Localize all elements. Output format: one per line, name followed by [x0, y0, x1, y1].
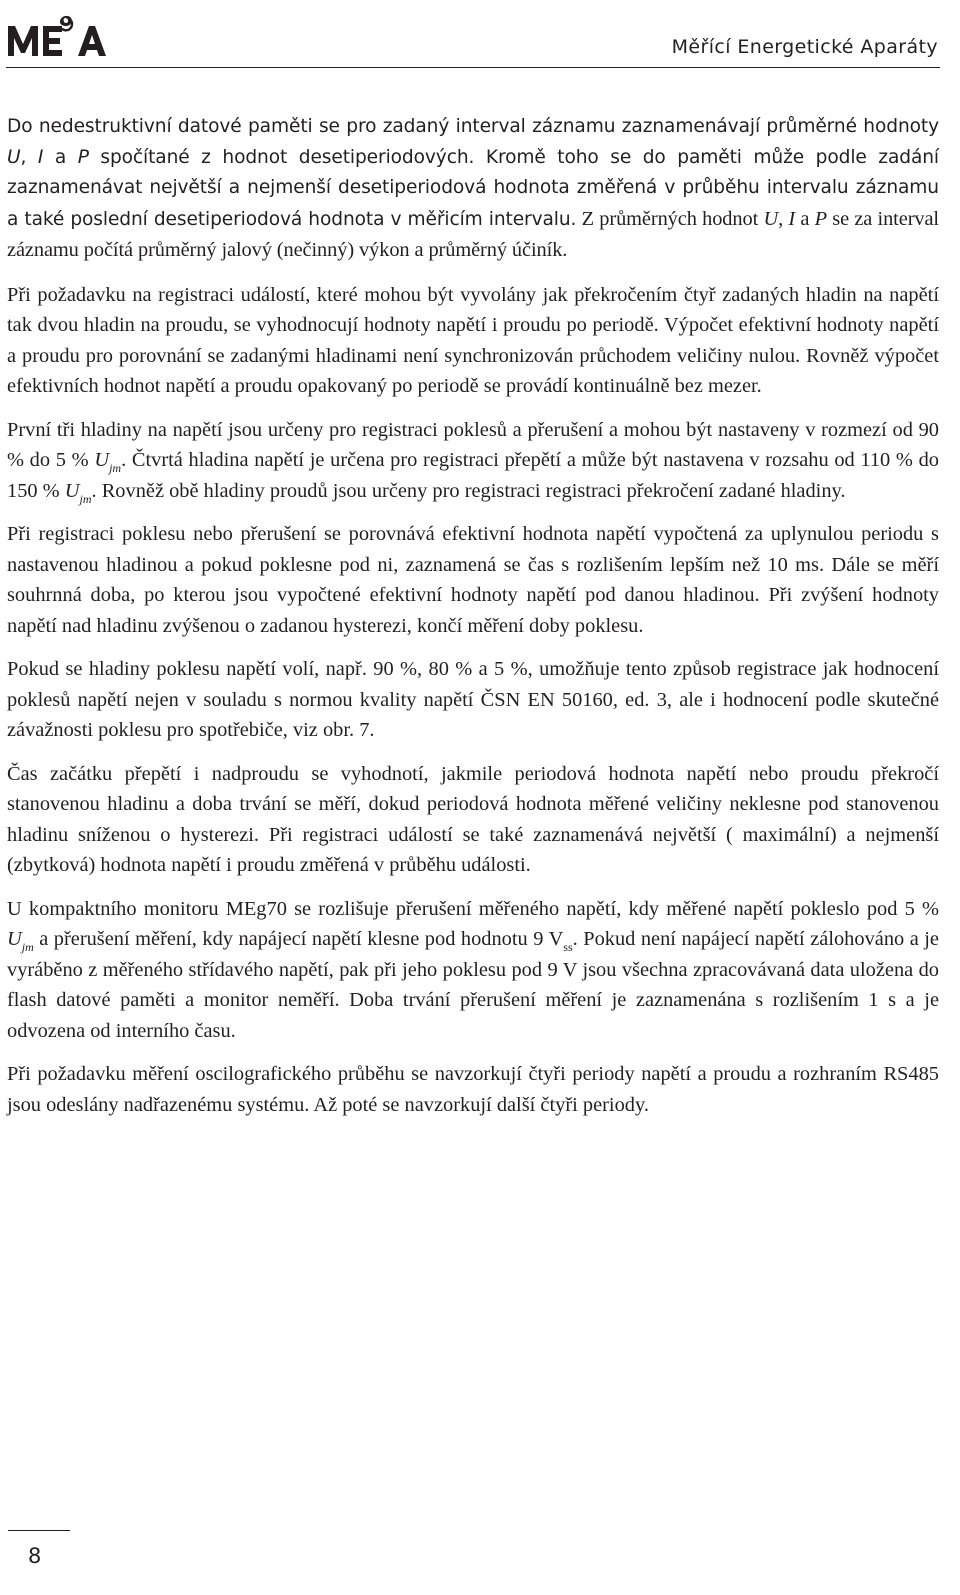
paragraph-oscillography: Při požadavku měření oscilografického průběhu se navzorkují čtyři periody napětí a proudu a rozhraním RS485 jsou odeslány nadřazenému systému. Až poté se navzorkují další čtyři periody.	[7, 1063, 939, 1116]
paragraph-overvoltage: Čas začátku přepětí i nadproudu se vyhodnotí, jakmile periodová hodnota napětí nebo proudu překročí stanovenou hladinu a doba trvání se měří, dokud periodová hodnota měřené veličiny neklesne pod stanovenou hladinu sníženou o hysterezi. Při registraci událostí se také zaznamenává největší ( maximální) a nejmenší (zbytková) hodnota napětí i proudu změřená v průběhu události.	[7, 762, 939, 876]
paragraph-event-registration: Při požadavku na registraci událostí, které mohou být vyvolány jak překročením čtyř zadaných hladin na napětí tak dvou hladin na proudu, se vyhodnocují hodnoty napětí i proudu po periodě. Výpočet efektivní hodnoty napětí a proudu pro porovnání se zadanými hladinami není synchronizován průchodem veličiny nulou. Rovněž výpočet efektivních hodnot napětí a proudu opakovaný po periodě se provádí kontinuálně bez mezer.	[7, 283, 939, 397]
page-header	[0, 0, 960, 70]
document-body	[7, 112, 939, 1133]
paragraph-data-memory: Do nedestruktivní datové paměti se pro zadaný interval záznamu zaznamenávají průměrné hodnoty U, I a P spočítané z hodnot desetiperiodových. Kromě toho se do paměti může podle zadání zaznamenávat největší a nejmenší desetiperiodová hodnota změřená v průběhu intervalu záznamu a také poslední desetiperiodová hodnota v měřicím intervalu. Z průměrných hodnot U, I a P se za interval záznamu počítá průměrný jalový (nečinný) výkon a průměrný účiník.	[7, 116, 940, 261]
brand-subtitle: Měřící Energetické Aparáty	[671, 36, 938, 58]
page-number: 8	[28, 1544, 42, 1568]
paragraph-dip-levels: Pokud se hladiny poklesu napětí volí, např. 90 %, 80 % a 5 %, umožňuje tento způsob registrace jak hodnocení poklesů napětí nejen v souladu s normou kvality napětí ČSN EN 50160, ed. 3, ale i hodnocení podle skutečné závažnosti poklesu pro spotřebiče, viz obr. 7.	[7, 658, 939, 741]
paragraph-meg70-interruption: U kompaktního monitoru MEg70 se rozlišuje přerušení měřeného napětí, kdy měřené napětí pokleslo pod 5 % $U_{jm}$ a přerušení měření, kdy napájecí napětí klesne pod hodnotu 9 $V_{ss}$. Pokud není napájecí napětí zálohováno a je vyráběno z měřeného střídavého napětí, pak při jeho poklesu pod 9 V jsou všechna zpracovávaná data uložena do flash datové paměti a monitor neměří. Doba trvání přerušení měření je zaznamenána s rozlišením 1 s a je odvozena od interního času.	[7, 897, 939, 1042]
header-divider	[6, 67, 940, 68]
paragraph-dip-registration: Při registraci poklesu nebo přerušení se porovnává efektivní hodnota napětí vypočtená za uplynulou periodu s nastavenou hladinou a pokud poklesne pod ni, zaznamená se čas s rozlišením lepším než 10 ms. Dále se měří souhrnná doba, po kterou jsou vypočtené efektivní hodnoty napětí pod danou hladinou. Při zvýšení hodnoty napětí nad hladinu zvýšenou o zadanou hysterezi, končí měření doby poklesu.	[7, 523, 939, 637]
footer-divider	[8, 1530, 70, 1531]
paragraph-voltage-levels: První tři hladiny na napětí jsou určeny pro registraci poklesů a přerušení a mohou být nastaveny v rozmezí od 90 % do 5 % $U_{jm}$. Čtvrtá hladina napětí je určena pro registraci přepětí a může být nastavena v rozsahu od 110 % do 150 % $U_{jm}$. Rovněž obě hladiny proudů jsou určeny pro registraci registraci překročení zadané hladiny.	[7, 418, 940, 506]
meg-logo	[6, 12, 106, 60]
